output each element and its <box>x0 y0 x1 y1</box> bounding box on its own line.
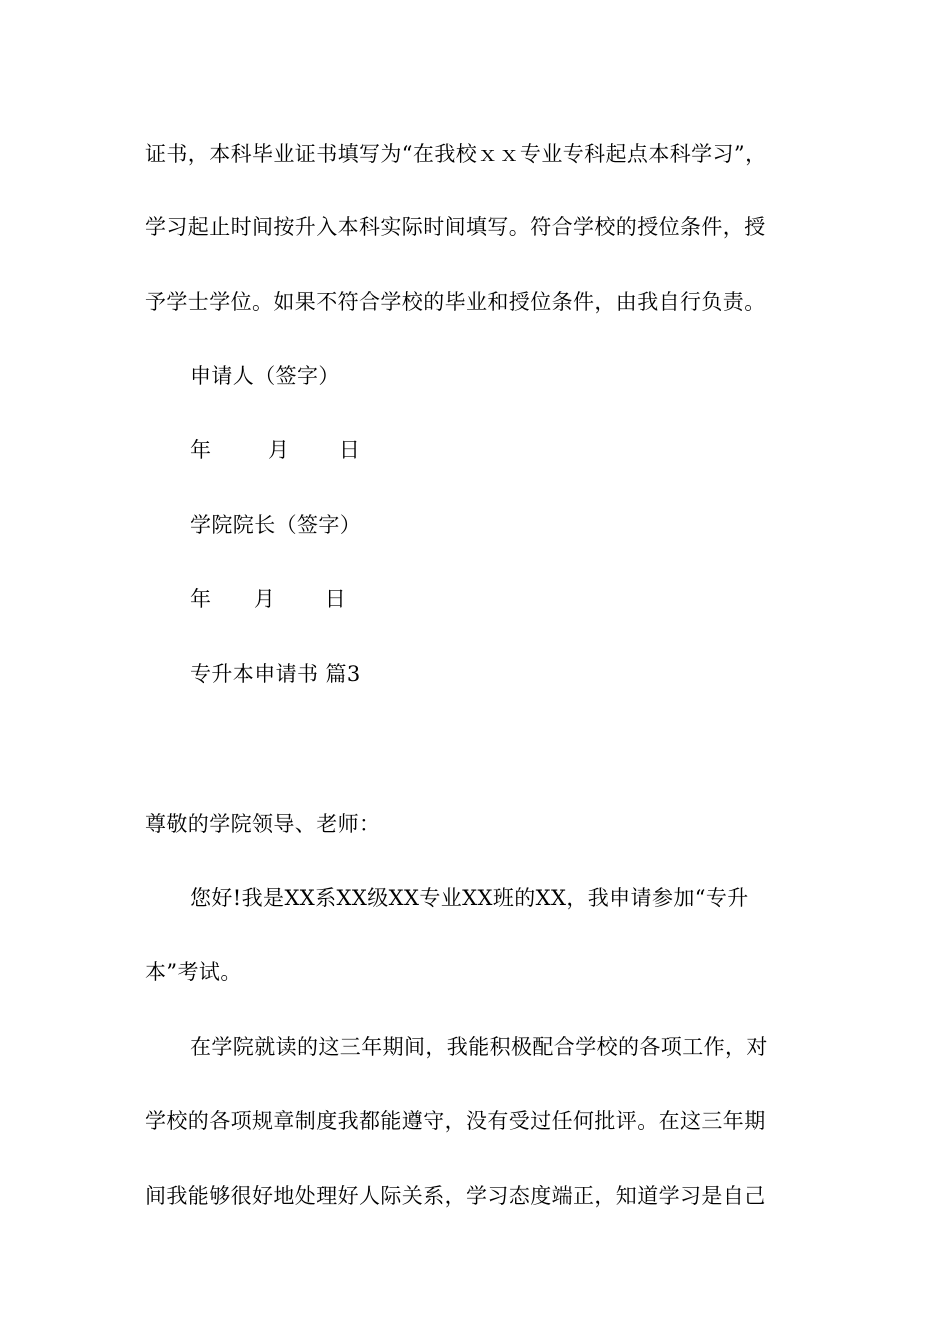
salutation: 尊敬的学院领导、老师： <box>145 812 381 836</box>
body-line-certificate: 证书，本科毕业证书填写为“在我校ｘｘ专业专科起点本科学习”， <box>145 142 767 166</box>
applicant-signature-label: 申请人（签字） <box>190 364 340 388</box>
body-line-study-period: 学习起止时间按升入本科实际时间填写。符合学校的授位条件，授 <box>145 215 766 239</box>
section-heading: 专升本申请书 篇3 <box>190 662 361 686</box>
applicant-date-line: 年 月 日 <box>190 438 361 462</box>
body-line-exam: 本”考试。 <box>145 960 242 984</box>
body-line-degree: 予学士学位。如果不符合学校的毕业和授位条件，由我自行负责。 <box>145 290 766 314</box>
dean-date-line: 年 月 日 <box>190 587 347 611</box>
dean-signature-label: 学院院长（签字） <box>190 513 362 537</box>
body-line-relations: 间我能够很好地处理好人际关系，学习态度端正，知道学习是自己 <box>145 1184 766 1208</box>
body-line-rules: 学校的各项规章制度我都能遵守，没有受过任何批评。在这三年期 <box>145 1109 766 1133</box>
body-line-three-years: 在学院就读的这三年期间，我能积极配合学校的各项工作，对 <box>190 1035 768 1059</box>
body-line-greeting: 您好!我是XX系XX级XX专业XX班的XX，我申请参加“专升 <box>190 886 749 910</box>
